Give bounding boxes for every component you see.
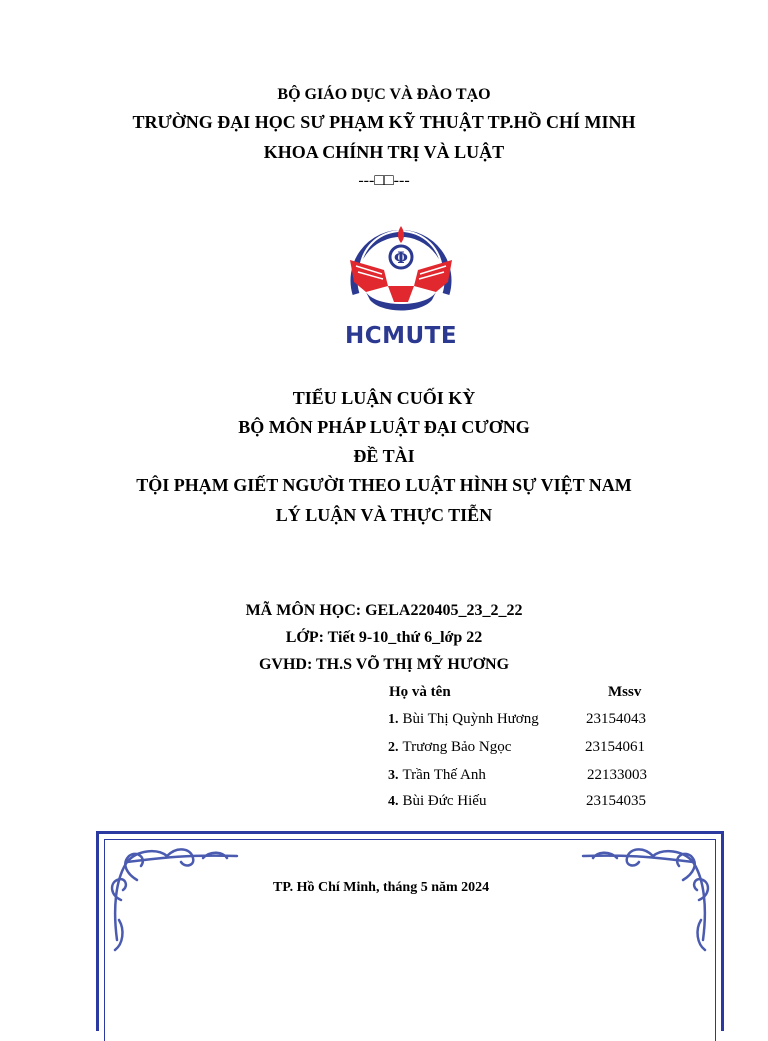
student-id: 22133003: [587, 767, 647, 783]
decorative-frame: [96, 831, 724, 1031]
student-name: Bùi Đức Hiếu: [402, 793, 487, 809]
student-id: 23154043: [586, 711, 646, 727]
student-row: [388, 793, 486, 810]
separator: ---□□---: [358, 172, 410, 189]
student-number: 4.: [388, 794, 399, 809]
subject-name: BỘ MÔN PHÁP LUẬT ĐẠI CƯƠNG: [238, 417, 530, 437]
student-row: [388, 739, 511, 756]
student-name: Bùi Thị Quỳnh Hương: [402, 711, 539, 727]
university-logo: [336, 212, 466, 352]
student-id-header: Mssv: [608, 684, 642, 700]
svg-text:Φ: Φ: [394, 248, 408, 267]
student-number: 1.: [388, 712, 399, 727]
student-row: [388, 711, 539, 728]
student-name: Trương Bảo Ngọc: [402, 739, 512, 755]
student-id: 23154035: [586, 793, 646, 809]
hcmute-logo-icon: [336, 212, 466, 352]
student-name: Trần Thế Anh: [402, 767, 486, 783]
report-type: TIỂU LUẬN CUỐI KỲ: [292, 388, 476, 408]
ornament-corner-left-icon: [107, 840, 247, 960]
student-id: 23154061: [585, 739, 645, 755]
faculty-name: KHOA CHÍNH TRỊ VÀ LUẬT: [263, 142, 505, 162]
topic-subtitle: LÝ LUẬN VÀ THỰC TIỄN: [275, 505, 493, 525]
topic-label: ĐỀ TÀI: [353, 446, 415, 466]
ornament-corner-right-icon: [573, 840, 713, 960]
student-number: 2.: [388, 740, 399, 755]
university-name: TRƯỜNG ĐẠI HỌC SƯ PHẠM KỸ THUẬT TP.HỒ CHÍ MINH: [132, 112, 636, 132]
instructor: GVHD: TH.S VÕ THỊ MỸ HƯƠNG: [258, 656, 510, 673]
student-name-header: Họ và tên: [389, 684, 451, 700]
student-number: 3.: [388, 768, 399, 783]
student-row: [388, 767, 486, 784]
course-code: MÃ MÔN HỌC: GELA220405_23_2_22: [245, 602, 523, 619]
ministry-name: BỘ GIÁO DỤC VÀ ĐÀO TẠO: [277, 86, 491, 103]
topic-title: TỘI PHẠM GIẾT NGƯỜI THEO LUẬT HÌNH SỰ VIỆT NAM: [136, 475, 632, 495]
class-info: LỚP: Tiết 9-10_thứ 6_lớp 22: [285, 629, 483, 646]
issue-date: TP. Hồ Chí Minh, tháng 5 năm 2024: [273, 880, 490, 895]
svg-text:HCMUTE: HCMUTE: [344, 323, 458, 349]
